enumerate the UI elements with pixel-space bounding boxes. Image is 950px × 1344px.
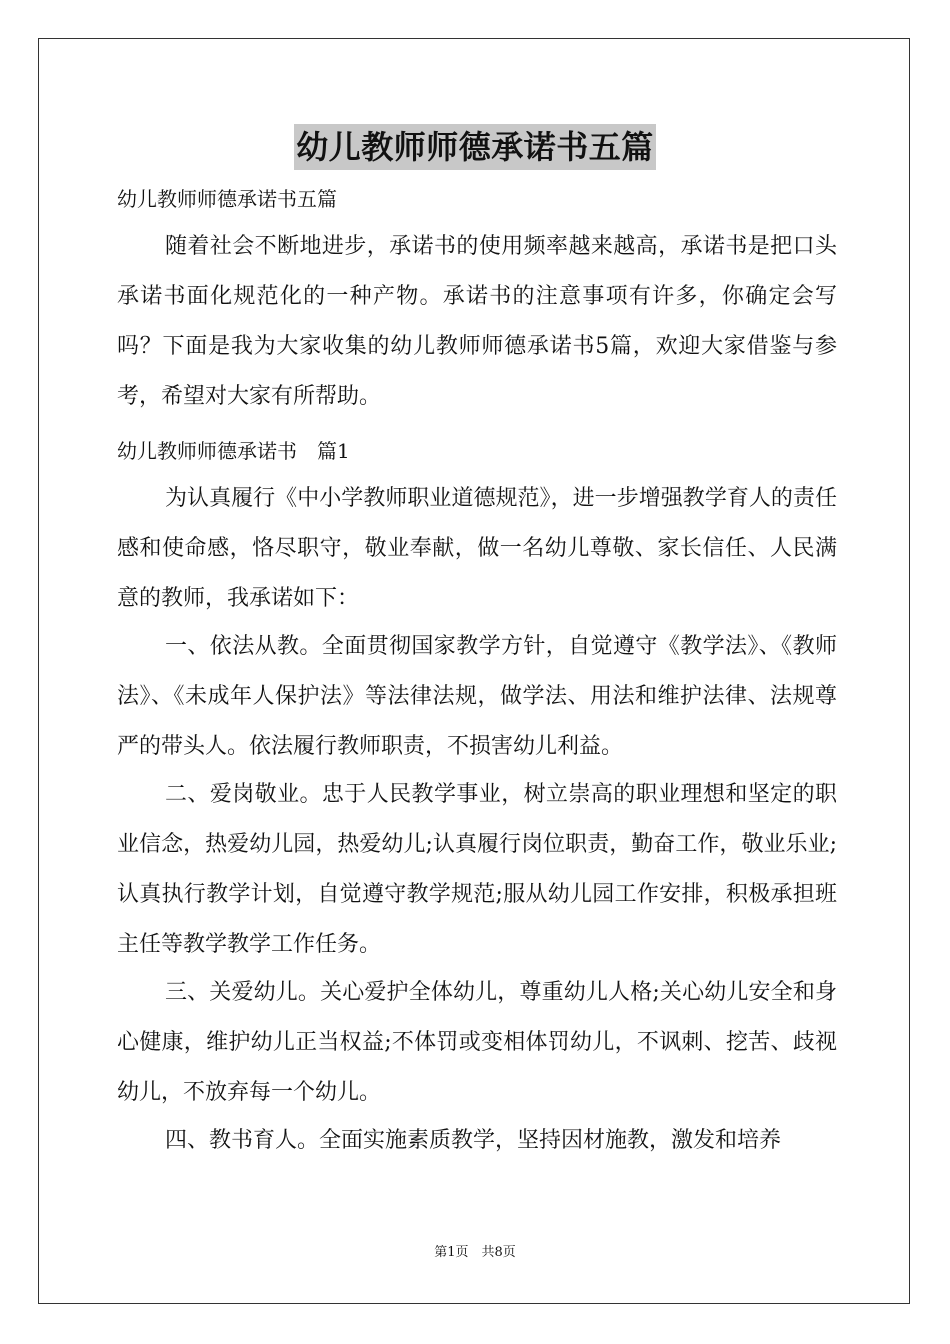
body-paragraph-2: 一、依法从教。全面贯彻国家教学方针，自觉遵守《教学法》、《教师法》、《未成年人保护法》等法律法规，做学法、用法和维护法律、法规尊严的带头人。依法履行教师职责，不损害幼儿利益。 [117, 634, 837, 759]
body-paragraph-4: 三、关爱幼儿。关心爱护全体幼儿，尊重幼儿人格;关心幼儿安全和身心健康，维护幼儿正当权益;不体罚或变相体罚幼儿，不讽刺、挖苦、歧视幼儿，不放弃每一个幼儿。 [117, 980, 837, 1105]
document-subtitle: 幼儿教师师德承诺书五篇 [117, 187, 337, 211]
section-heading: 幼儿教师师德承诺书 篇1 [117, 439, 350, 463]
body-paragraph-1: 为认真履行《中小学教师职业道德规范》，进一步增强教学育人的责任感和使命感，恪尽职守，敬业奉献，做一名幼儿尊敬、家长信任、人民满意的教师，我承诺如下： [117, 486, 837, 611]
body-paragraph-5: 四、教书育人。全面实施素质教学，坚持因材施教，激发和培养 [165, 1128, 782, 1153]
document-title: 幼儿教师师德承诺书五篇 [294, 124, 656, 170]
body-paragraph-3: 二、爱岗敬业。忠于人民教学事业，树立崇高的职业理想和坚定的职业信念，热爱幼儿园，热爱幼儿;认真履行岗位职责，勤奋工作，敬业乐业;认真执行教学计划，自觉遵守教学规范;服从幼儿园工作安排，积极承担班主任等教学教学工作任务。 [117, 782, 837, 957]
title-container [0, 124, 950, 170]
page-footer: 第1页 共8页 [434, 1245, 516, 1260]
intro-paragraph: 随着社会不断地进步，承诺书的使用频率越来越高，承诺书是把口头承诺书面化规范化的一种产物。承诺书的注意事项有许多，你确定会写吗？下面是我为大家收集的幼儿教师师德承诺书5篇，欢迎大家借鉴与参考，希望对大家有所帮助。 [117, 234, 837, 409]
